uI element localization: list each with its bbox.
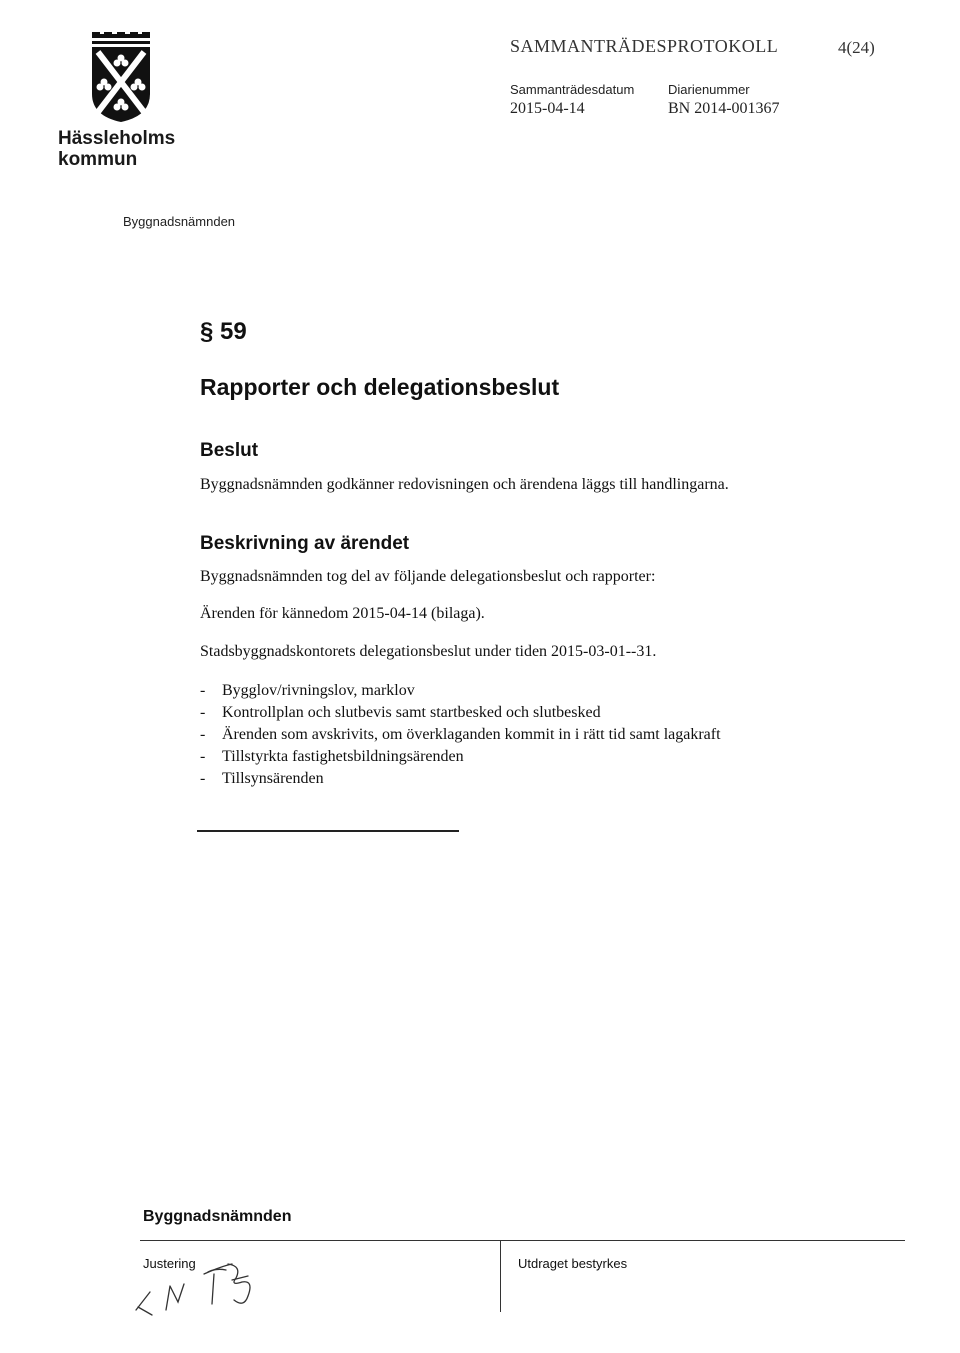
list-item-text: Tillstyrkta fastighetsbildningsärenden: [222, 748, 464, 765]
meeting-date-label: Sammanträdesdatum: [510, 82, 635, 97]
decision-heading: Beslut: [200, 440, 259, 461]
list-bullet: -: [200, 748, 206, 765]
footer-divider: [500, 1240, 501, 1312]
certified-label: Utdraget bestyrkes: [518, 1256, 628, 1271]
decision-text: Byggnadsnämnden godkänner redovisningen och ärendena läggs till handlingarna.: [200, 476, 729, 493]
diary-number: BN 2014-001367: [668, 100, 780, 117]
list-item: [200, 768, 721, 790]
justering-label: Justering: [143, 1256, 196, 1271]
list-bullet: -: [200, 726, 206, 743]
list-item: [200, 746, 721, 768]
committee-name: Byggnadsnämnden: [123, 214, 236, 229]
list-item-text: Ärenden som avskrivits, om överklaganden kommit in i rätt tid samt lagakraft: [222, 726, 721, 743]
list-item: [200, 702, 721, 724]
document-title: SAMMANTRÄDESPROTOKOLL: [510, 36, 779, 56]
page-number: 4(24): [838, 38, 875, 57]
footer-committee-name: Byggnadsnämnden: [143, 1208, 292, 1225]
municipality-name: Hässleholms kommun: [58, 128, 176, 170]
description-paragraph: Ärenden för kännedom 2015-04-14 (bilaga).: [200, 605, 485, 622]
coat-of-arms-icon: [88, 32, 154, 124]
list-item: [200, 724, 721, 746]
list-bullet: -: [200, 682, 206, 699]
list-item-text: Kontrollplan och slutbevis samt startbesked och slutbesked: [222, 704, 601, 721]
description-paragraph: Stadsbyggnadskontorets delegationsbeslut under tiden 2015-03-01--31.: [200, 643, 657, 660]
footer-rule: [140, 1240, 905, 1241]
meeting-date: 2015-04-14: [510, 100, 585, 117]
list-bullet: -: [200, 770, 206, 787]
list-item: [200, 680, 721, 702]
section-number: § 59: [200, 318, 247, 345]
description-heading: Beskrivning av ärendet: [200, 533, 410, 554]
list-item-text: Bygglov/rivningslov, marklov: [222, 682, 415, 699]
delegation-list: [200, 680, 721, 790]
end-rule: [197, 830, 459, 832]
section-title: Rapporter och delegationsbeslut: [200, 374, 560, 400]
list-item-text: Tillsynsärenden: [222, 770, 324, 787]
diary-number-label: Diarienummer: [668, 82, 750, 97]
list-bullet: -: [200, 704, 206, 721]
signature-icon: [130, 1252, 290, 1332]
description-paragraph: Byggnadsnämnden tog del av följande delegationsbeslut och rapporter:: [200, 568, 656, 585]
